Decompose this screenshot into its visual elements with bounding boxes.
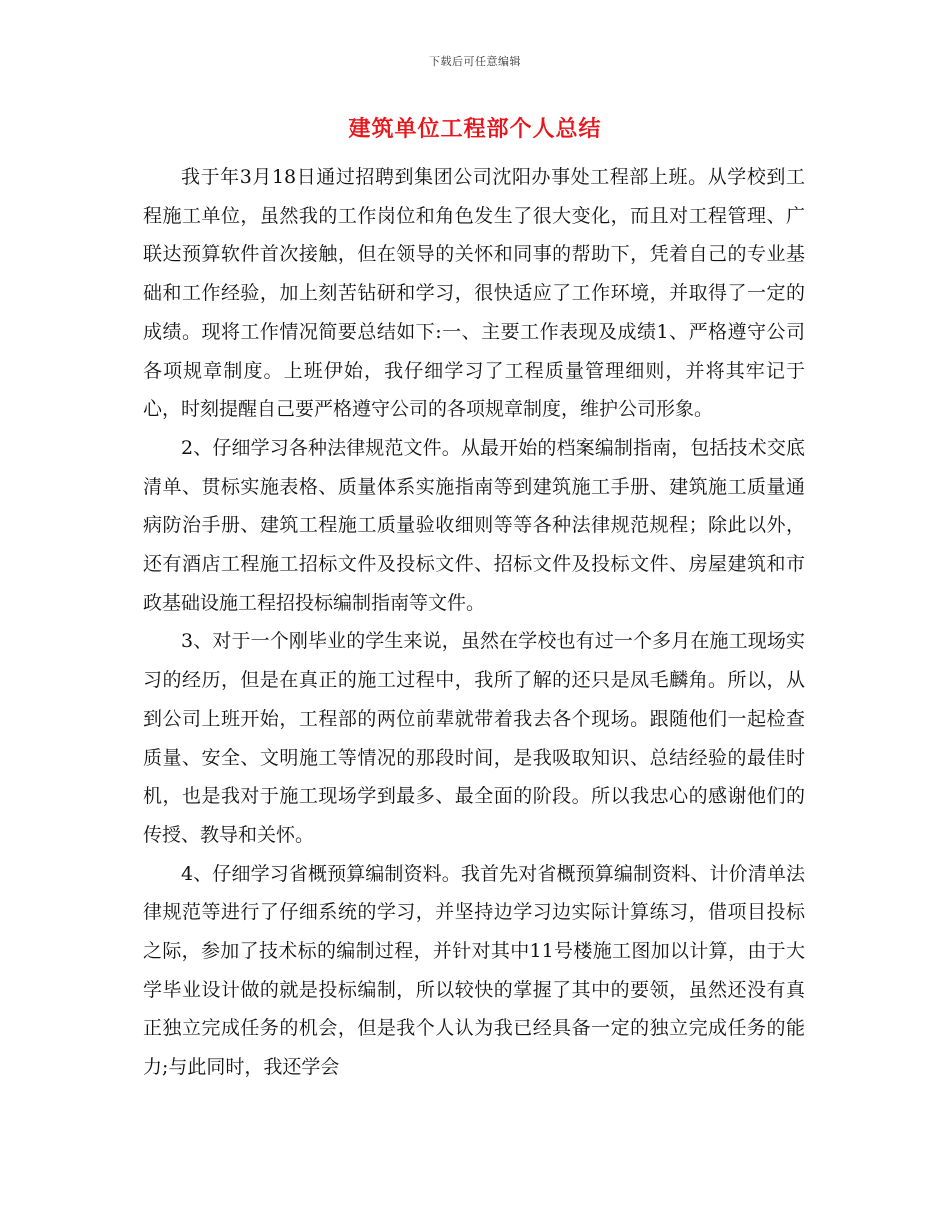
document-body (143, 158, 805, 1087)
paragraph-3: 3、对于一个刚毕业的学生来说，虽然在学校也有过一个多月在施工现场实习的经历，但是在真正的施工过程中，我所了解的还只是凤毛麟角。所以，从到公司上班开始，工程部的两位前辈就带着我去各个现场。跟随他们一起检查质量、安全、文明施工等情况的那段时间，是我吸取知识、总结经验的最佳时机，也是我对于施工现场学到最多、最全面的阶段。所以我忠心的感谢他们的传授、教导和关怀。 (143, 630, 805, 846)
paragraph-2: 2、仔细学习各种法律规范文件。从最开始的档案编制指南，包括技术交底清单、贯标实施表格、质量体系实施指南等到建筑施工手册、建筑施工质量通病防治手册、建筑工程施工质量验收细则等等各种法律规范规程；除此以外，还有酒店工程施工招标文件及投标文件、招标文件及投标文件、房屋建筑和市政基础设施工程招投标编制指南等文件。 (143, 436, 805, 614)
document-title: 建筑单位工程部个人总结 (348, 117, 602, 142)
header-note: 下载后可任意编辑 (429, 55, 521, 68)
paragraph-4: 4、仔细学习省概预算编制资料。我首先对省概预算编制资料、计价清单法律规范等进行了仔细系统的学习，并坚持边学习边实际计算练习，借项目投标之际，参加了技术标的编制过程，并针对其中11号楼施工图加以计算，由于大学毕业设计做的就是投标编制，所以较快的掌握了其中的要领，虽然还没有真正独立完成任务的机会，但是我个人认为我已经具备一定的独立完成任务的能力;与此同时，我还学会 (143, 862, 805, 1079)
paragraph-1: 我于年3月18日通过招聘到集团公司沈阳办事处工程部上班。从学校到工程施工单位，虽然我的工作岗位和角色发生了很大变化，而且对工程管理、广联达预算软件首次接触，但在领导的关怀和同事的帮助下，凭着自己的专业基础和工作经验，加上刻苦钻研和学习，很快适应了工作环境，并取得了一定的成绩。现将工作情况简要总结如下:一、主要工作表现及成绩1、严格遵守公司各项规章制度。上班伊始，我仔细学习了工程质量管理细则，并将其牢记于心，时刻提醒自己要严格遵守公司的各项规章制度，维护公司形象。 (143, 166, 805, 421)
